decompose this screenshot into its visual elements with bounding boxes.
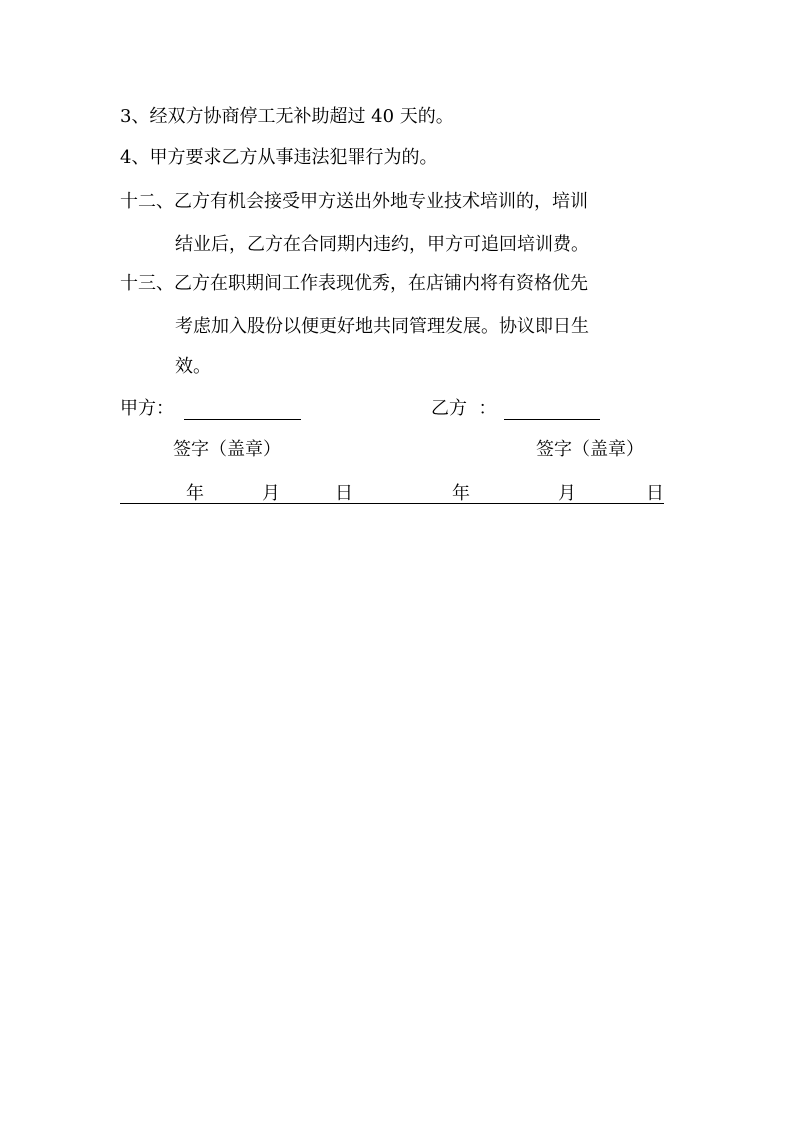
clause-12-line-2: 结业后，乙方在合同期内违约，甲方可追回培训费。 bbox=[175, 234, 589, 255]
party-b-date-day: 日 bbox=[646, 483, 664, 504]
party-b-date-year: 年 bbox=[452, 483, 470, 504]
clause-13-line-2: 考虑加入股份以便更好地共同管理发展。协议即日生 bbox=[175, 316, 589, 337]
party-a-label: 甲方： bbox=[120, 398, 174, 419]
clause-13-line-3: 效。 bbox=[175, 356, 211, 377]
clause-item-3: 3、经双方协商停工无补助超过 40 天的。 bbox=[120, 106, 454, 127]
party-a-date-year: 年 bbox=[186, 483, 204, 504]
party-b-stamp-label: 签字（盖章） bbox=[536, 439, 644, 460]
clause-12-line-1: 十二、乙方有机会接受甲方送出外地专业技术培训的，培训 bbox=[120, 191, 588, 212]
party-a-stamp-label: 签字（盖章） bbox=[173, 439, 281, 460]
clause-13-line-1: 十三、乙方在职期间工作表现优秀，在店铺内将有资格优先 bbox=[120, 273, 588, 294]
clause-item-4: 4、甲方要求乙方从事违法犯罪行为的。 bbox=[120, 147, 438, 168]
party-b-label: 乙方 ： bbox=[431, 398, 497, 419]
party-a-date-day: 日 bbox=[335, 483, 353, 504]
party-b-signature-line[interactable] bbox=[504, 419, 600, 420]
date-underline bbox=[120, 503, 664, 504]
party-b-date-month: 月 bbox=[558, 483, 576, 504]
party-a-date-month: 月 bbox=[262, 483, 280, 504]
party-a-signature-line[interactable] bbox=[184, 419, 301, 420]
